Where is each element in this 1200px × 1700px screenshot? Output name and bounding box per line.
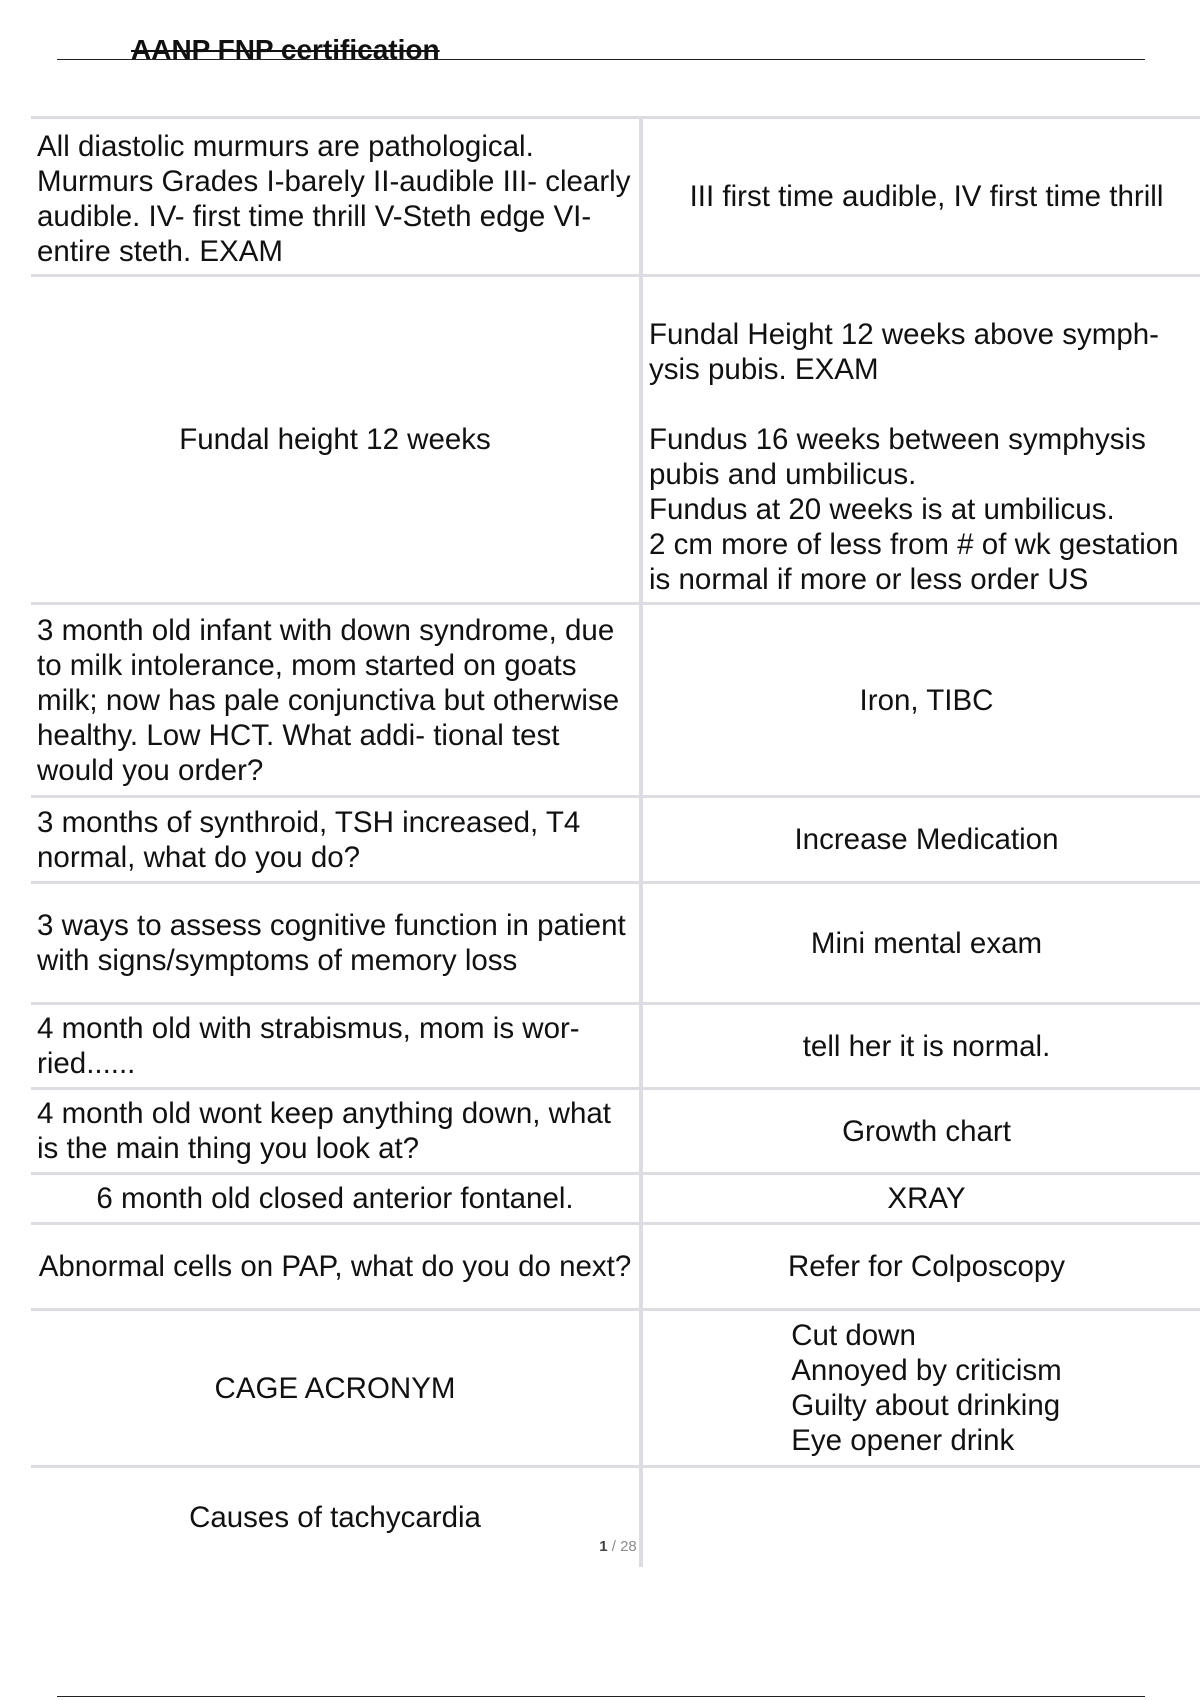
- definition-text: Refer for Colposcopy: [787, 1250, 1066, 1283]
- term-text: 3 month old infant with down syndrome, due to milk intolerance, mom started on goats milk; now has pale conjunctiva but otherwise healthy. Low HCT. What addi- tional test would you order?: [37, 613, 620, 787]
- term-text: CAGE ACRONYM: [214, 1371, 456, 1405]
- definition-text: Cut down Annoyed by criticism Guilty about drinking Eye opener drink: [791, 1319, 1062, 1457]
- definition-cell: [641, 118, 1200, 276]
- table-row: [31, 883, 1200, 1004]
- definition-text: Fundal Height 12 weeks above symph- ysis pubis. EXAM Fundus 16 weeks between symphysis pubis and umbilicus. Fundus at 20 weeks is at umbilicus. 2 cm more of less from # of wk gestation is normal if more or less order US: [649, 318, 1179, 596]
- term-text: Abnormal cells on PAP, what do you do next?: [38, 1250, 632, 1283]
- definition-cell: [641, 276, 1200, 604]
- page-separator: /: [607, 1538, 621, 1555]
- definition-cell: [641, 1089, 1200, 1174]
- definition-cell: [641, 883, 1200, 1004]
- page-header: [57, 33, 1145, 65]
- term-text: 3 months of synthroid, TSH increased, T4 normal, what do you do?: [37, 805, 581, 874]
- term-cell: [31, 276, 641, 604]
- term-text: Fundal height 12 weeks: [179, 423, 491, 456]
- term-text: 4 month old wont keep anything down, what is the main thing you look at?: [37, 1097, 611, 1165]
- term-cell: [31, 1004, 641, 1089]
- definition-cell: [641, 604, 1200, 797]
- term-cell: [31, 1224, 641, 1310]
- definition-cell: [641, 797, 1200, 883]
- page-total: 28: [620, 1538, 637, 1555]
- table-row: [31, 1004, 1200, 1089]
- definition-cell: [641, 1224, 1200, 1310]
- table-row: [31, 276, 1200, 604]
- table-row: [31, 1224, 1200, 1310]
- term-cell: [31, 1310, 641, 1467]
- page-title: AANP FNP certification: [131, 34, 440, 65]
- table-row: [31, 1310, 1200, 1467]
- term-text: 4 month old with strabismus, mom is wor- ried......: [37, 1012, 580, 1080]
- definition-cell: [641, 1310, 1200, 1467]
- term-cell: [31, 797, 641, 883]
- table-row: [31, 1174, 1200, 1224]
- term-text: 6 month old closed anterior fontanel.: [96, 1182, 574, 1215]
- term-cell: [31, 1174, 641, 1224]
- term-text: All diastolic murmurs are pathological. Murmurs Grades I-barely II-audible III- clearly audible. IV- first time thrill V-Steth edge VI-entire steth. EXAM: [37, 130, 631, 268]
- term-text: 3 ways to assess cognitive function in patient with signs/symptoms of memory loss: [37, 909, 626, 977]
- definition-text: Mini mental exam: [810, 926, 1043, 960]
- definition-text: Growth chart: [842, 1114, 1011, 1148]
- term-cell: [31, 604, 641, 797]
- table-row: [31, 118, 1200, 276]
- table-row: [31, 604, 1200, 797]
- flashcard-table: [31, 116, 1200, 1567]
- definition-text: XRAY: [887, 1182, 966, 1215]
- page-current: 1: [599, 1538, 608, 1555]
- definition-cell: [641, 1004, 1200, 1089]
- definition-text: III first time audible, IV first time thrill: [689, 180, 1164, 213]
- definition-text: Increase Medication: [794, 823, 1059, 856]
- table-row: [31, 797, 1200, 883]
- term-cell: [31, 883, 641, 1004]
- term-text: Causes of tachycardia: [189, 1500, 481, 1534]
- term-cell: [31, 118, 641, 276]
- definition-text: Iron, TIBC: [859, 683, 994, 717]
- term-cell: [31, 1089, 641, 1174]
- page-indicator: [0, 1538, 1200, 1555]
- footer-divider: [57, 1696, 1145, 1697]
- definition-cell: [641, 1174, 1200, 1224]
- table-row: [31, 1089, 1200, 1174]
- definition-text: tell her it is normal.: [802, 1029, 1051, 1063]
